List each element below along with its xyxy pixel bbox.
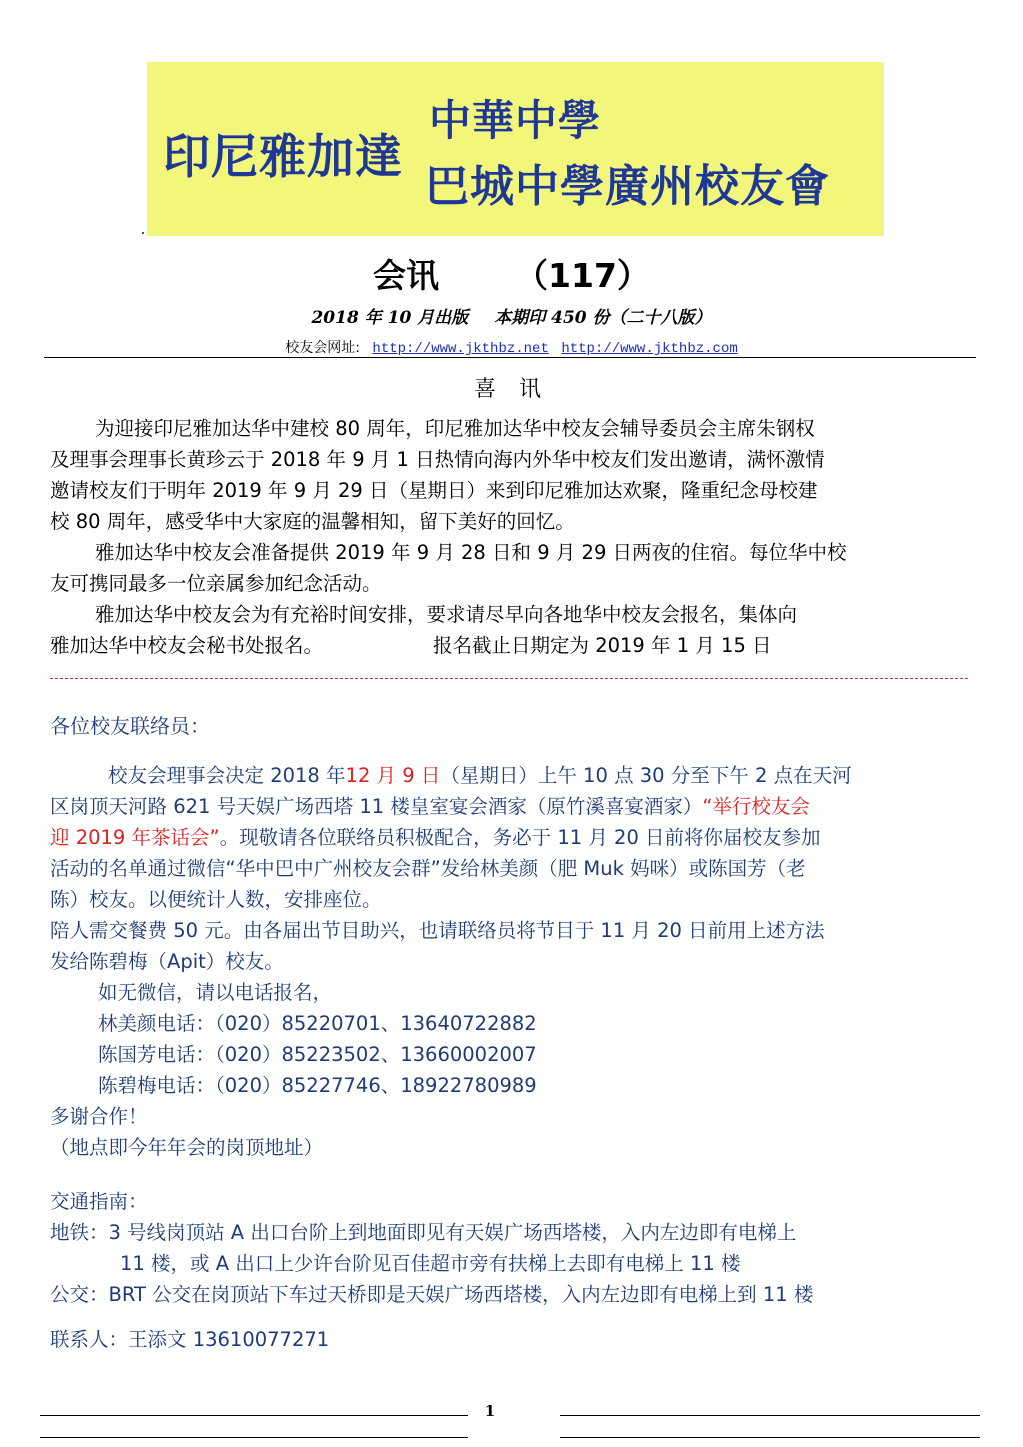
notice-text: （星期日）上午 10 点 30 分至下午 2 点在天河 [440,764,852,787]
website-label: 校友会网址: [285,340,360,356]
dashed-divider [50,678,968,679]
footer-rule-right-bottom [560,1437,980,1438]
news-deadline: 报名截止日期定为 2019 年 1 月 15 日 [433,634,772,657]
news-line-text: 雅加达华中校友会秘书处报名。 [50,634,324,657]
issue-info [0,303,1023,328]
masthead-banner [147,62,884,236]
notice-line: 活动的名单通过微信“华中巴中广州校友会群”发给林美颜（肥 Muk 妈咪）或陈国芳（老 [50,857,806,880]
footer-rule-left-bottom [40,1437,468,1438]
notice-line: 如无微信，请以电话报名， [98,981,333,1004]
title-name: 会讯 [373,256,440,295]
news-line: 邀请校友们于明年 2019 年 9 月 29 日（星期日）来到印尼雅加达欢聚，隆重纪念母校建 [50,479,818,502]
notice-line: 发给陈碧梅（Apit）校友。 [50,950,284,973]
notice-line [50,760,980,791]
news-line: 友可携同最多一位亲属参加纪念活动。 [50,572,382,595]
phone-line: 陈碧梅电话：（020）85227746、18922780989 [98,1074,537,1097]
thanks-line: 多谢合作！ [50,1105,148,1128]
banner-text-left: 印尼雅加達 [163,130,403,185]
title-number: （117） [515,256,650,295]
issue-date: 2018 年 10 月出版 [311,308,469,328]
metro-line-cont: 11 楼，或 A 出口上少许台阶见百佳超市旁有扶梯上去即有电梯上 11 楼 [120,1252,741,1275]
traffic-guide [50,1186,813,1355]
location-note: （地点即今年年会的岗顶地址） [50,1136,324,1159]
page-number: 1 [484,1402,496,1420]
notice-body [50,760,980,1163]
footer-rule-right [560,1415,980,1416]
metro-line: 地铁：3 号线岗顶站 A 出口台阶上到地面即见有天娱广场西塔楼，入内左边即有电梯上 [50,1221,797,1244]
news-line: 为迎接印尼雅加达华中建校 80 周年，印尼雅加达华中校友会辅导委员会主席朱钢权 [95,417,815,440]
banner-text-bottom: 巴城中學廣州校友會 [425,161,830,212]
news-heading: 喜 讯 [474,377,549,402]
notice-line [50,822,980,853]
news-line: 雅加达华中校友会为有充裕时间安排，要求请尽早向各地华中校友会报名，集体向 [95,603,798,626]
bus-line: 公交：BRT 公交在岗顶站下车过天桥即是天娱广场西塔楼，入内左边即有电梯上到 11 楼 [50,1283,814,1306]
phone-line: 林美颜电话：（020）85220701、13640722882 [98,1012,537,1035]
notice-line: 陪人需交餐费 50 元。由各届出节目助兴，也请联络员将节目于 11 月 20 日前用上述方法 [50,919,825,942]
notice-line [50,791,980,822]
traffic-heading: 交通指南： [50,1190,148,1213]
footer-rule-left [40,1415,468,1416]
notice-text: 区岗顶天河路 621 号天娱广场西塔 11 楼皇室宴会酒家（原竹溪喜宴酒家） [50,795,703,818]
website-link-com[interactable]: http://www.jkthbz.com [561,341,738,357]
notice-event-highlight: 迎 2019 年茶话会” [50,826,220,849]
news-line [50,630,978,661]
website-link-net[interactable]: http://www.jkthbz.net [372,341,549,357]
notice-line: 陈）校友。以便统计人数，安排座位。 [50,888,382,911]
news-line: 校 80 周年，感受华中大家庭的温馨相知，留下美好的回忆。 [50,510,575,533]
issue-copies: 本期印 450 份（二十八版） [494,308,712,328]
news-body [50,413,978,661]
stray-dot [142,232,144,234]
notice-text: 校友会理事会决定 2018 年 [108,764,346,787]
banner-text-top: 中華中學 [429,96,602,145]
notice-heading: 各位校友联络员： [50,714,210,738]
website-line [0,337,1023,357]
notice-event-highlight: “举行校友会 [702,795,810,818]
header-divider [44,357,976,358]
news-line: 及理事会理事长黄珍云于 2018 年 9 月 1 日热情向海内外华中校友们发出邀请，满怀激情 [50,448,825,471]
phone-line: 陈国芳电话：（020）85223502、13660002007 [98,1043,537,1066]
notice-date-highlight: 12 月 9 日 [345,764,441,787]
contact-person: 联系人：王添文 13610077271 [50,1328,330,1351]
notice-text: 。现敬请各位联络员积极配合，务必于 11 月 20 日前将你届校友参加 [219,826,821,849]
news-line: 雅加达华中校友会准备提供 2019 年 9 月 28 日和 9 月 29 日两夜的住宿。每位华中校 [95,541,847,564]
newsletter-title [0,250,1023,297]
